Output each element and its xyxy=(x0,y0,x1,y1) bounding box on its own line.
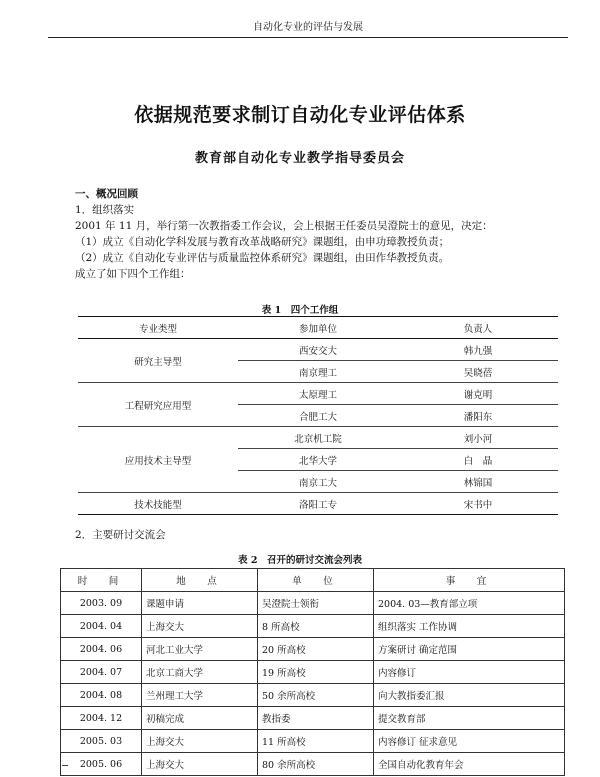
place-cell: 上海交大 xyxy=(142,730,258,753)
working-groups-table xyxy=(78,316,558,515)
date-cell: 2003. 09 xyxy=(61,592,142,615)
table-row xyxy=(61,592,565,615)
place-cell: 北京工商大学 xyxy=(142,661,258,684)
unit-cell: 太原理工 xyxy=(238,383,398,405)
matter-cell: 向大教指委汇报 xyxy=(374,684,565,707)
unit-cell: 北华大学 xyxy=(238,449,398,471)
table-row xyxy=(78,339,558,361)
place-cell: 上海交大 xyxy=(142,615,258,638)
running-header: 自动化专业的评估与发展 xyxy=(48,18,568,38)
subsection-heading: 2．主要研讨交流会 xyxy=(75,529,166,541)
matter-cell: 内容修订 xyxy=(374,661,565,684)
table2-caption: 表 2 召开的研讨交流会列表 xyxy=(238,555,362,566)
group-type-cell: 工程研究应用型 xyxy=(78,383,238,427)
lead-cell: 白 晶 xyxy=(398,449,558,471)
column-header: 参加单位 xyxy=(298,323,337,335)
subsection-heading: 1．组织落实 xyxy=(75,204,135,216)
date-cell: 2004. 06 xyxy=(61,638,142,661)
paragraph-line: （1）成立《自动化学科发展与教育改革战略研究》课题组，由申功璋教授负责； xyxy=(75,236,450,248)
article-subtitle: 教育部自动化专业教学指导委员会 xyxy=(194,151,405,166)
table-row xyxy=(61,661,565,684)
group-type-cell: 应用技术主导型 xyxy=(78,427,238,493)
unit-cell: 19 所高校 xyxy=(258,661,374,684)
date-cell: 2004. 12 xyxy=(61,707,142,730)
unit-cell: 50 余所高校 xyxy=(258,684,374,707)
table1-caption: 表 1 四个工作组 xyxy=(261,305,339,316)
seminars-table xyxy=(60,568,565,776)
unit-cell: 南京工大 xyxy=(238,471,398,493)
column-header: 专业类型 xyxy=(138,323,177,335)
table-row xyxy=(61,615,565,638)
lead-cell: 林锦国 xyxy=(398,471,558,493)
unit-cell: 80 余所高校 xyxy=(258,753,374,776)
matter-cell: 2004. 03—教育部立项 xyxy=(374,592,565,615)
paragraph-line: 2001 年 11 月，举行第一次教指委工作会议，会上根据王任委员吴澄院士的意见，决定： xyxy=(75,220,493,232)
matter-cell: 组织落实 工作协调 xyxy=(374,615,565,638)
unit-cell: 洛阳工专 xyxy=(298,499,337,511)
table-row xyxy=(61,707,565,730)
table-header-row xyxy=(61,569,565,592)
column-header: 事 宜 xyxy=(374,569,565,592)
table-header-row xyxy=(78,317,558,339)
lead-cell: 韩九强 xyxy=(398,339,558,361)
date-cell: 2004. 08 xyxy=(61,684,142,707)
article-title: 依据规范要求制订自动化专业评估体系 xyxy=(134,104,466,126)
paragraph-line: 成立了如下四个工作组： xyxy=(75,268,191,280)
table-row xyxy=(61,684,565,707)
column-header: 负责人 xyxy=(463,323,493,335)
group-type-cell: 研究主导型 xyxy=(78,339,238,383)
column-header: 单 位 xyxy=(258,569,374,592)
place-cell: 河北工业大学 xyxy=(142,638,258,661)
unit-cell: 11 所高校 xyxy=(258,730,374,753)
unit-cell: 北京机工院 xyxy=(238,427,398,449)
lead-cell: 吴晓蓓 xyxy=(398,361,558,383)
unit-cell: 西安交大 xyxy=(238,339,398,361)
date-cell: 2005. 03 xyxy=(61,730,142,753)
unit-cell: 20 所高校 xyxy=(258,638,374,661)
section-heading: 一、概况回顾 xyxy=(75,188,138,200)
table-row xyxy=(78,383,558,405)
lead-cell: 刘小河 xyxy=(398,427,558,449)
date-cell: 2004. 04 xyxy=(61,615,142,638)
paragraph-line: （2）成立《自动化专业评估与质量监控体系研究》课题组，由田作华教授负责。 xyxy=(75,252,450,264)
place-cell: 上海交大 xyxy=(142,753,258,776)
page-mark xyxy=(62,765,68,766)
place-cell: 课题申请 xyxy=(142,592,258,615)
table-row xyxy=(78,493,558,515)
unit-cell: 南京理工 xyxy=(238,361,398,383)
date-cell: 2005. 06 xyxy=(61,753,142,776)
table-row xyxy=(61,753,565,776)
matter-cell: 全国自动化教育年会 xyxy=(374,753,565,776)
group-type-cell: 技术技能型 xyxy=(134,499,182,511)
table-row xyxy=(61,730,565,753)
lead-cell: 宋书中 xyxy=(463,499,493,511)
matter-cell: 方案研讨 确定范围 xyxy=(374,638,565,661)
unit-cell: 教指委 xyxy=(258,707,374,730)
table-row xyxy=(61,638,565,661)
matter-cell: 提交教育部 xyxy=(374,707,565,730)
unit-cell: 吴澄院士领衔 xyxy=(258,592,374,615)
table-row xyxy=(78,427,558,449)
place-cell: 兰州理工大学 xyxy=(142,684,258,707)
unit-cell: 合肥工大 xyxy=(238,405,398,427)
lead-cell: 潘阳东 xyxy=(398,405,558,427)
column-header: 时 间 xyxy=(61,569,142,592)
column-header: 地 点 xyxy=(142,569,258,592)
unit-cell: 8 所高校 xyxy=(258,615,374,638)
date-cell: 2004. 07 xyxy=(61,661,142,684)
matter-cell: 内容修订 征求意见 xyxy=(374,730,565,753)
place-cell: 初稿完成 xyxy=(142,707,258,730)
lead-cell: 谢克明 xyxy=(398,383,558,405)
section-overview xyxy=(75,186,575,282)
